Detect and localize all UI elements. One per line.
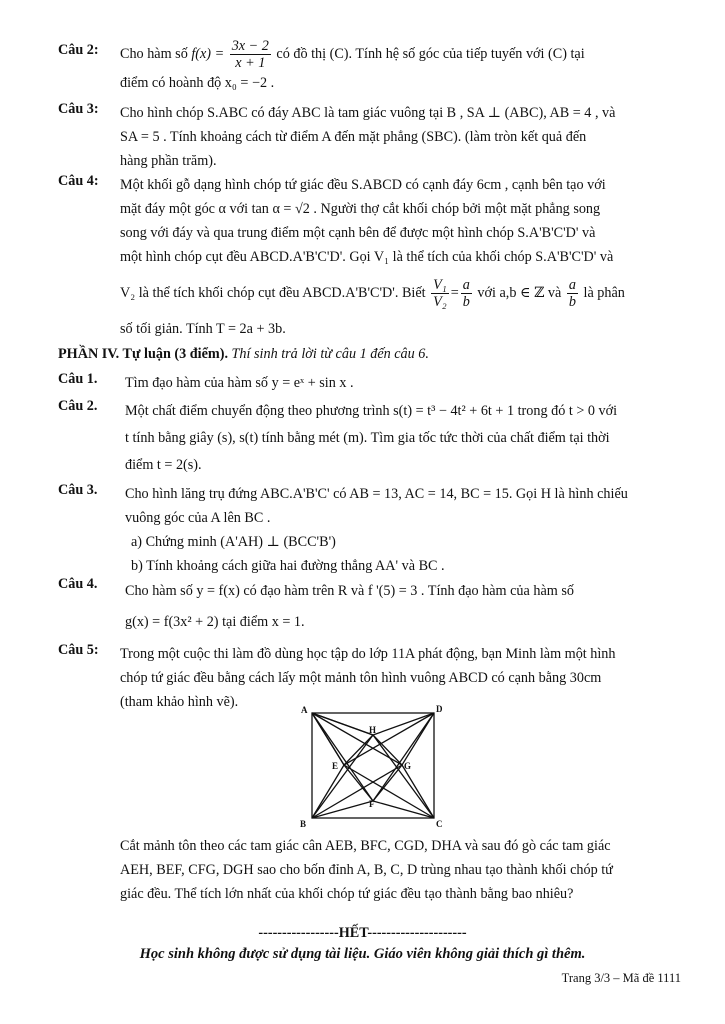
page-footer: Trang 3/3 – Mã đề 1111 (561, 971, 681, 985)
point-label-f: F (369, 799, 375, 809)
essay-question-2: Câu 2. Một chất điểm chuyển động theo phương trình s(t) = t³ − 4t² + 6t + 1 trong đó t > 0 với t tính bằng giây (s), s(t) tính bằng mét (m). Tìm gia tốc tức thời của chất điểm tại thời điểm t = 2(s). (58, 398, 618, 473)
essay-question-5-continued: Cắt mảnh tôn theo các tam giác cân AEB, BFC, CGD, DHA và sau đó gò các tam giác AEH, BEF, CFG, DGH sao cho bốn đỉnh A, B, C, D trùng nhau tạo thành khối chóp tứ giác đều. Thể tích lớn nhất của khối chóp tứ giác đều tạo thành bằng bao nhiêu? (120, 838, 613, 902)
fraction: $\frac{a}{b}$ (568, 277, 576, 311)
point-label-g: G (404, 761, 412, 771)
fraction: $\frac{a}{b}$ (462, 277, 470, 311)
fraction: $\frac{\text{V₁}}{\text{V₂}}$ (433, 277, 447, 311)
section-header (58, 346, 682, 363)
section-note: Thí sinh trả lời từ câu 1 đến câu 6. (231, 346, 429, 362)
section-title: PHẦN IV. Tự luận (3 điểm). (58, 346, 228, 362)
vertex-label-b: B (300, 819, 307, 829)
question-label: Câu 1. (58, 371, 98, 387)
essay-question-5: Câu 5: Trong một cuộc thi làm đồ dùng học tập do lớp 11A phát động, bạn Minh làm một hình chóp tứ giác đều bằng cách lấy một mảnh tôn hình vuông ABCD có cạnh bằng 30cm (tham khảo hình vẽ). (58, 642, 616, 710)
question-label: Câu 4. (58, 576, 98, 592)
vertex-label-a: A (301, 705, 308, 715)
point-label-e: E (332, 761, 339, 771)
point-label-h: H (369, 725, 377, 735)
end-mark: -----------------HẾT--------------------- (258, 925, 467, 941)
essay-question-3: Câu 3. Cho hình lăng trụ đứng ABC.A'B'C' có AB = 13, AC = 14, BC = 15. Gọi H là hình chiếu vuông góc của A lên BC . a) Chứng minh (A'AH) ⊥ (BCC'B') b) Tính khoảng cách giữa hai đường thẳng AA' và BC . (58, 482, 628, 574)
question-2: Câu 2: Cho hàm số f(x) = $\frac{3x - 2}{x + 1}$ có đồ thị (C). Tính hệ số góc của tiếp tuyến với (C) tại điểm có hoành độ x₀ = −2 . (58, 38, 585, 91)
vertex-label-d: D (436, 704, 443, 714)
question-label: Câu 3: (58, 101, 99, 117)
question-4: Câu 4: Một khối gỗ dạng hình chóp tứ giác đều S.ABCD có cạnh đáy 6cm , cạnh bên tạo với mặt đáy một góc α với tan α = √2 . Người thợ cắt khối chóp bởi một mặt phẳng song song với đáy và qua trung điểm một cạnh bên để được một hình chóp S.A'B'C'D' và một hình chóp cụt đều ABCD.A'B'C'D'. Gọi V₁ là thể tích của khối chóp S.A'B'C'D' và V₂ là thể tích khối chóp cụt đều ABCD.A'B'C'D'. Biết $\frac{\text{V₁}}{\text{V₂}}$ = $\frac{a}{b}$ với a,b ∈ ℤ và $\frac{a}{b}$ là phân số tối giản. Tính T = 2a + 3b. (58, 173, 625, 337)
question-label: Câu 2: (58, 42, 99, 58)
fraction: $\frac{3x - 2}{x + 1}$ (231, 38, 269, 71)
square-figure (296, 703, 446, 829)
question-3: Câu 3: Cho hình chóp S.ABC có đáy ABC là tam giác vuông tại B , SA ⊥ (ABC), AB = 4 , và SA = 5 . Tính khoảng cách từ điểm A đến mặt phẳng (SBC). (làm tròn kết quả đến hàng phần trăm). (58, 101, 616, 169)
question-label: Câu 3. (58, 482, 98, 498)
question-label: Câu 4: (58, 173, 99, 189)
essay-question-4: Câu 4. Cho hàm số y = f(x) có đạo hàm trên R và f '(5) = 3 . Tính đạo hàm của hàm số g(x) = f(3x² + 2) tại điểm x = 1. (58, 576, 574, 630)
question-label: Câu 2. (58, 398, 98, 414)
vertex-label-c: C (436, 819, 443, 829)
essay-question-1: Câu 1. Tìm đạo hàm của hàm số y = eˣ + sin x . (58, 371, 354, 391)
notice: Học sinh không được sử dụng tài liệu. Giáo viên không giải thích gì thêm. (139, 946, 586, 962)
question-label: Câu 5: (58, 642, 99, 658)
